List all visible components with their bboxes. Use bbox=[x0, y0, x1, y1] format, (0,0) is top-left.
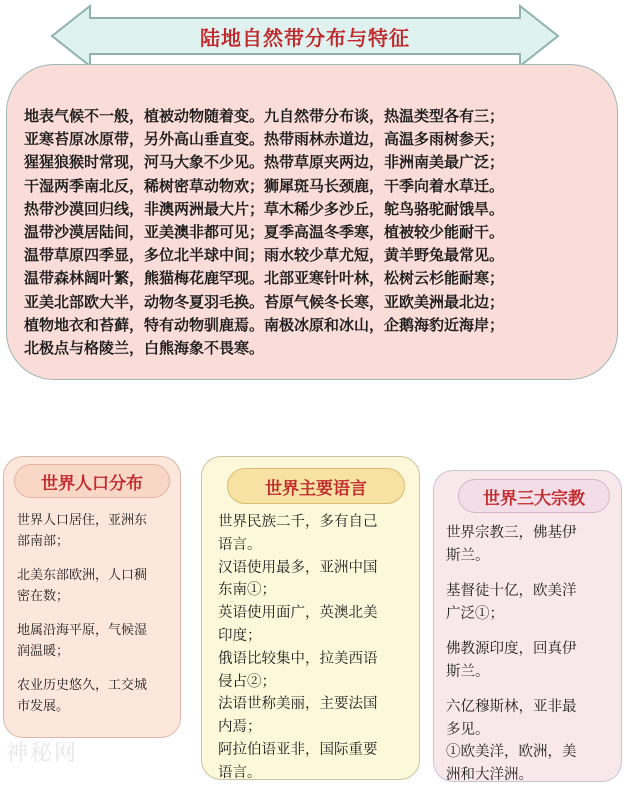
rhyme-line: 热带沙漠回归线，非澳两洲最大片；草木稀少多沙丘，鸵鸟骆驼耐饿旱。 bbox=[24, 199, 505, 218]
text-line: 基督徒十亿，欧美洋 bbox=[446, 583, 577, 599]
text-line: 世界宗教三，佛基伊 bbox=[446, 525, 577, 541]
text-line: 北美东部欧洲，人口稠 bbox=[17, 568, 148, 583]
rhyme-line: 温带沙漠居陆间，亚美澳非都可见；夏季高温冬季寒，植被较少能耐干。 bbox=[24, 222, 505, 241]
population-title: 世界人口分布 bbox=[14, 464, 170, 498]
text-line: 东南①； bbox=[218, 582, 276, 599]
text-line: 六亿穆斯林，亚非最 bbox=[446, 699, 577, 715]
population-paragraph bbox=[17, 565, 177, 607]
rhyme-line: 亚美北部欧大半，动物冬夏羽毛换。苔原气候冬长寒，亚欧美洲最北边； bbox=[24, 292, 505, 311]
text-line: 语言。 bbox=[218, 764, 262, 781]
text-line: ①欧美洋，欧洲，美 bbox=[446, 744, 577, 760]
religions-paragraph bbox=[446, 638, 618, 683]
rhyme-line: 猩猩狼猴时常现，河马大象不少见。热带草原夹两边，非洲南美最广泛； bbox=[24, 153, 505, 172]
religions-paragraph bbox=[446, 580, 618, 625]
languages-title: 世界主要语言 bbox=[227, 468, 405, 504]
watermark: 神秘网 bbox=[6, 741, 79, 766]
text-line: 部南部； bbox=[17, 534, 70, 549]
title-arrow-banner bbox=[50, 4, 560, 68]
rhyme-line: 干湿两季南北反，稀树密草动物欢；狮犀斑马长颈鹿，干季向着水草迁。 bbox=[24, 176, 505, 195]
text-line: 密在数； bbox=[17, 589, 70, 604]
text-line: 法语世称美丽，主要法国 bbox=[218, 696, 378, 713]
population-text bbox=[17, 510, 177, 730]
text-line: 地属沿海平原，气候湿 bbox=[17, 623, 148, 638]
religions-paragraph bbox=[446, 696, 618, 786]
languages-text bbox=[218, 511, 416, 785]
rhyme-line: 亚寒苔原冰原带，另外高山垂直变。热带雨林赤道边，高温多雨树参天； bbox=[24, 130, 505, 149]
text-line: 俄语比较集中，拉美西语 bbox=[218, 650, 378, 667]
text-line: 印度； bbox=[218, 627, 262, 644]
religions-text bbox=[446, 522, 618, 799]
rhyme-line: 植物地衣和苔藓，特有动物驯鹿焉。南极冰原和冰山，企鹅海豹近海岸； bbox=[24, 315, 505, 334]
rhyme-line: 温带森林阔叶繁，熊猫梅花鹿罕现。北部亚寒针叶林，松树云杉能耐寒； bbox=[24, 269, 505, 288]
text-line: 市发展。 bbox=[17, 699, 70, 714]
text-line: 英语使用面广，英澳北美 bbox=[218, 605, 378, 622]
text-line: 语言。 bbox=[218, 536, 262, 553]
text-line: 世界民族二千，多有自己 bbox=[218, 514, 378, 530]
natural-zones-text bbox=[24, 105, 614, 360]
religions-paragraph bbox=[446, 522, 618, 567]
page-title: 陆地自然带分布与特征 bbox=[200, 25, 410, 50]
rhyme-line: 地表气候不一般，植被动物随着变。九自然带分布谈，热温类型各有三； bbox=[24, 107, 505, 125]
text-line: 阿拉伯语亚非，国际重要 bbox=[218, 741, 378, 758]
text-line: 农业历史悠久，工交城 bbox=[17, 678, 148, 693]
text-line: 斯兰。 bbox=[446, 663, 490, 680]
text-line: 侵占②； bbox=[218, 673, 276, 690]
text-line: 斯兰。 bbox=[446, 547, 490, 564]
text-line: 内焉； bbox=[218, 719, 262, 736]
text-line: 润温暖； bbox=[17, 644, 70, 659]
population-paragraph bbox=[17, 620, 177, 662]
population-paragraph bbox=[17, 675, 177, 717]
text-line: 广泛①； bbox=[446, 605, 504, 622]
religions-title: 世界三大宗教 bbox=[458, 479, 610, 513]
population-paragraph bbox=[17, 510, 177, 552]
text-line: 汉语使用最多，亚洲中国 bbox=[218, 559, 378, 576]
text-line: 佛教源印度，回真伊 bbox=[446, 641, 577, 657]
text-line: 多见。 bbox=[446, 721, 490, 738]
text-line: 世界人口居住，亚洲东 bbox=[17, 513, 148, 528]
text-line: 洲和大洋洲。 bbox=[446, 766, 533, 783]
rhyme-line: 温带草原四季显，多位北半球中间；雨水较少草尤短，黄羊野兔最常见。 bbox=[24, 246, 505, 265]
rhyme-line: 北极点与格陵兰，白熊海象不畏寒。 bbox=[24, 338, 265, 357]
